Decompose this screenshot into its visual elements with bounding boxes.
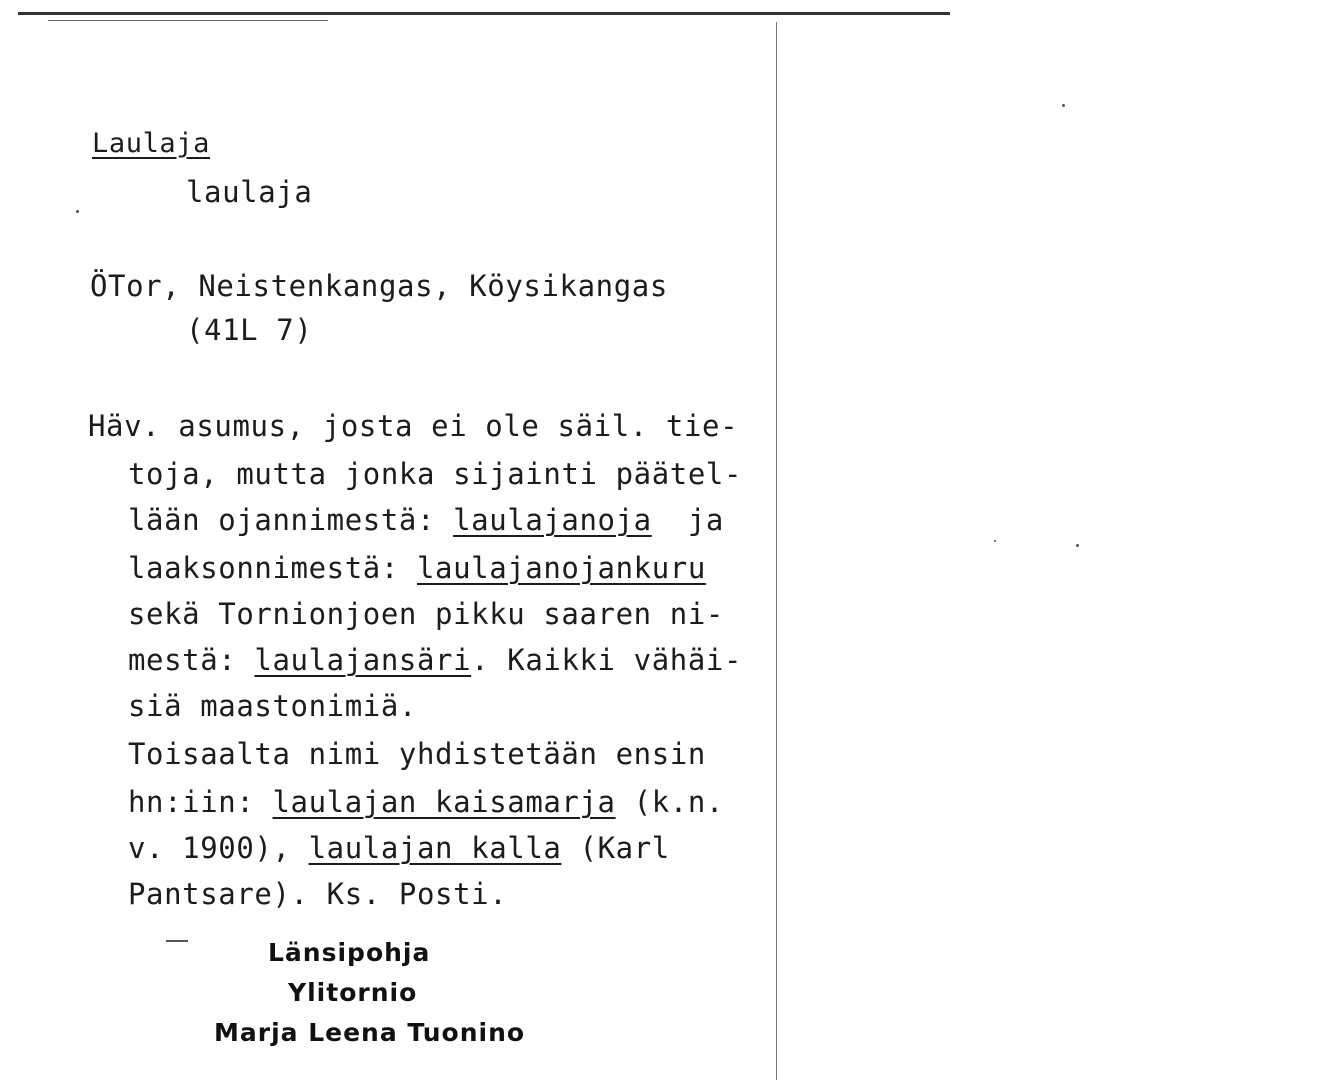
- body-line-5: sekä Tornionjoen pikku saaren ni-: [128, 597, 724, 631]
- underlined-name-laulajanojankuru: laulajanojankuru: [416, 551, 706, 585]
- scan-speck: [76, 210, 79, 213]
- body-line-3-text: lään ojannimestä:: [128, 503, 454, 537]
- scan-speck: [1062, 104, 1065, 107]
- stamp-municipality: Ylitornio: [288, 978, 418, 1007]
- body-line-1: Häv. asumus, josta ei ole säil. tie-: [88, 409, 739, 443]
- body-line-3-tail: ja: [651, 503, 724, 537]
- body-line-8: Toisaalta nimi yhdistetään ensin: [128, 737, 706, 771]
- map-reference: (41L 7): [186, 313, 313, 347]
- body-line-6-text: mestä:: [128, 643, 255, 677]
- card-margin-rule: [776, 22, 777, 1080]
- body-line-6: [128, 643, 743, 677]
- body-line-4: [128, 551, 706, 585]
- scan-speck: [1076, 544, 1079, 547]
- top-rule-secondary: [48, 20, 328, 21]
- underlined-name-laulajanoja: laulajanoja: [453, 503, 652, 537]
- card-heading: Laulaja: [92, 128, 210, 159]
- scan-speck: [166, 940, 188, 942]
- stamp-collector: Marja Leena Tuonino: [214, 1018, 526, 1047]
- underlined-name-laulajan-kaisamarja: laulajan kaisamarja: [272, 785, 616, 819]
- body-line-3: [128, 503, 724, 537]
- body-line-9: [128, 785, 724, 819]
- body-line-6-tail: . Kaikki vähäi-: [471, 643, 743, 677]
- underlined-name-laulajan-kalla: laulajan kalla: [308, 831, 562, 865]
- body-line-10: [128, 831, 670, 865]
- body-line-2: toja, mutta jonka sijainti päätel-: [128, 457, 743, 491]
- body-line-9-text: hn:iin:: [128, 785, 273, 819]
- body-line-7: siä maastonimiä.: [128, 689, 417, 723]
- body-line-11: Pantsare). Ks. Posti.: [128, 877, 508, 911]
- scan-speck: [994, 540, 996, 542]
- headword: laulaja: [186, 175, 313, 209]
- body-line-9-tail: (k.n.: [615, 785, 724, 819]
- place-line: ÖTor, Neistenkangas, Köysikangas: [90, 269, 668, 303]
- stamp-region: Länsipohja: [268, 938, 431, 967]
- top-rule: [18, 12, 950, 15]
- underlined-name-laulajansari: laulajansäri: [254, 643, 472, 677]
- body-line-10-text: v. 1900),: [128, 831, 309, 865]
- body-line-4-text: laaksonnimestä:: [128, 551, 417, 585]
- body-line-10-tail: (Karl: [561, 831, 670, 865]
